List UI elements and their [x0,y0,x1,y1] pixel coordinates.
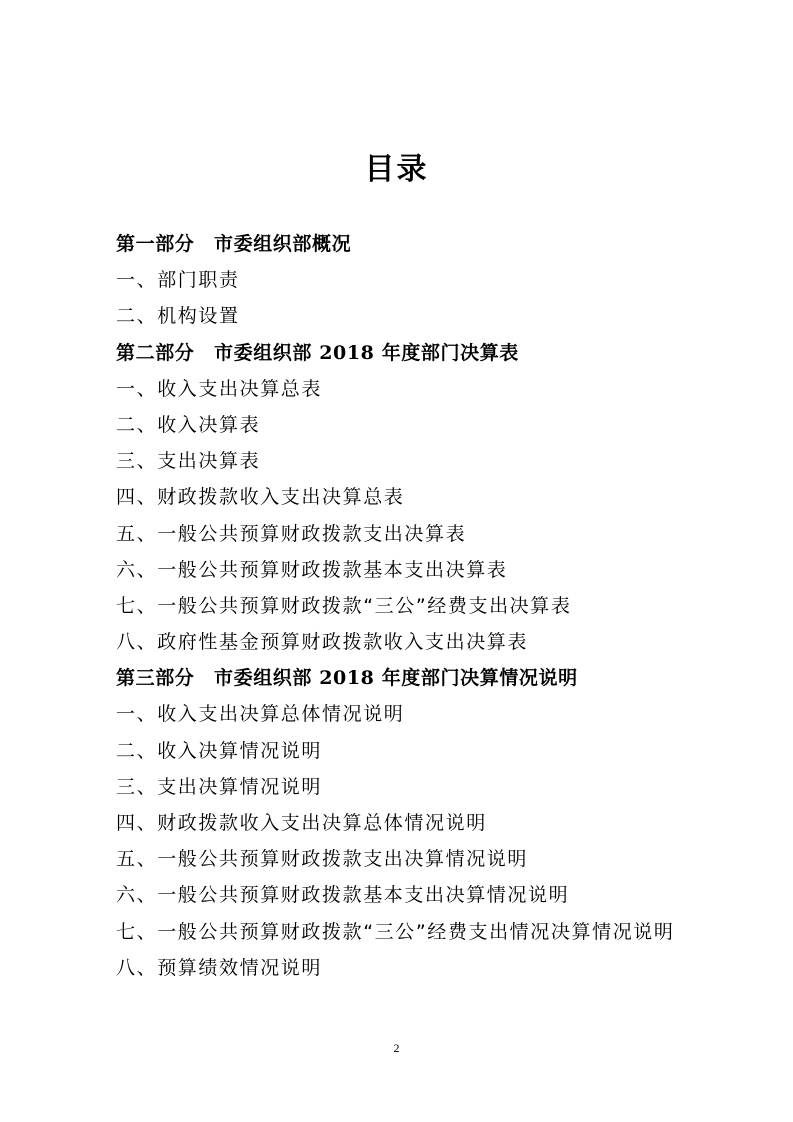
toc-item: 七、一般公共预算财政拨款“三公”经费支出决算表 [116,594,572,617]
toc-item: 二、机构设置 [116,305,240,328]
toc-item: 六、一般公共预算财政拨款基本支出决算情况说明 [116,884,570,907]
toc-item: 一、部门职责 [116,269,240,292]
toc-item: 一、收入支出决算总体情况说明 [116,703,405,726]
toc-item: 五、一般公共预算财政拨款支出决算表 [116,522,467,545]
toc-item: 一、收入支出决算总表 [116,377,323,400]
table-of-contents [116,226,756,986]
toc-item: 三、支出决算表 [116,450,261,473]
toc-part-2: 第二部分 市委组织部 2018 年度部门决算表 [116,341,519,364]
page-title: 目录 [364,152,429,187]
toc-item: 八、政府性基金预算财政拨款收入支出决算表 [116,631,529,654]
toc-part-3: 第三部分 市委组织部 2018 年度部门决算情况说明 [116,667,578,690]
toc-item: 四、财政拨款收入支出决算总体情况说明 [116,812,487,834]
toc-item: 二、收入决算情况说明 [116,739,323,762]
toc-item: 七、一般公共预算财政拨款“三公”经费支出情况决算情况说明 [116,920,675,943]
toc-item: 二、收入决算表 [116,413,261,436]
toc-item: 四、财政拨款收入支出决算总表 [116,486,405,509]
page-number: 2 [393,1041,400,1055]
toc-item: 八、预算绩效情况说明 [116,956,323,979]
toc-item: 五、一般公共预算财政拨款支出决算情况说明 [116,848,529,871]
toc-part-1: 第一部分 市委组织部概况 [116,233,352,255]
toc-item: 六、一般公共预算财政拨款基本支出决算表 [116,558,508,581]
toc-item: 三、支出决算情况说明 [116,775,323,798]
